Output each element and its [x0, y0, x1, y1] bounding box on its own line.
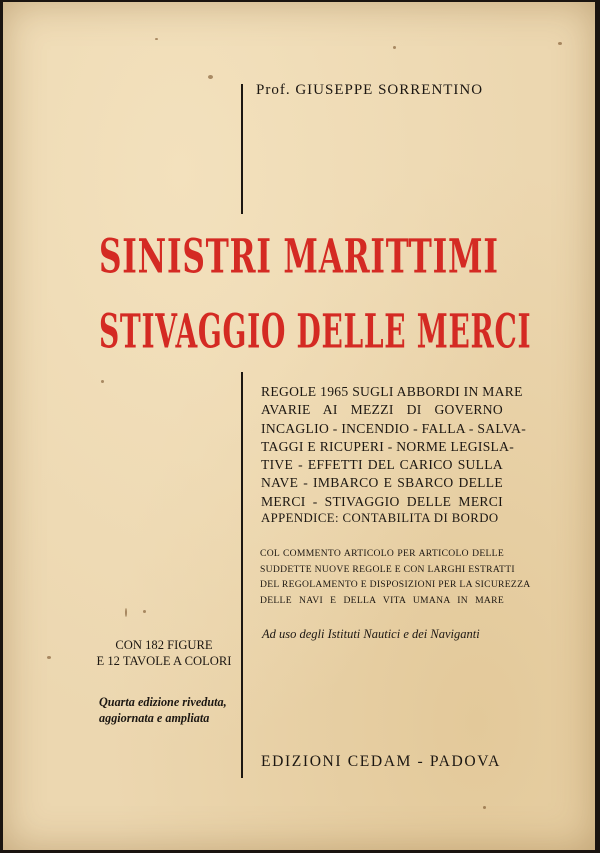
- description-line: NAVE - IMBARCO E SBARCO DELLE: [261, 475, 503, 491]
- paper-stain: [558, 42, 562, 45]
- paper-stain: [393, 46, 396, 49]
- paper-stain: [155, 38, 158, 40]
- comment-line: COL COMMENTO ARTICOLO PER ARTICOLO DELLE: [260, 548, 504, 559]
- paper-stain: [143, 610, 146, 613]
- figures-line-2: E 12 TAVOLE A COLORI: [96, 654, 232, 668]
- description-line: MERCI - STIVAGGIO DELLE MERCI: [261, 493, 503, 509]
- vertical-rule-bottom: [241, 372, 243, 778]
- paper-stain: [47, 656, 51, 659]
- description-line: TIVE - EFFETTI DEL CARICO SULLA: [261, 457, 503, 473]
- edition-line-2: aggiornata e ampliata: [99, 711, 210, 725]
- publisher: EDIZIONI CEDAM - PADOVA: [261, 753, 501, 770]
- figures-note: [91, 637, 237, 669]
- commentary-note: [260, 546, 531, 608]
- edition-line-1: Quarta edizione riveduta,: [99, 695, 227, 709]
- title-line-1: SINISTRI MARITTIMI: [99, 229, 499, 285]
- contents-description: [261, 383, 527, 511]
- description-line: TAGGI E RICUPERI - NORME LEGISLA-: [261, 438, 515, 454]
- description-line: INCAGLIO - INCENDIO - FALLA - SALVA-: [261, 420, 527, 436]
- paper-stain: [101, 380, 104, 383]
- description-line: REGOLE 1965 SUGLI ABBORDI IN MARE: [261, 384, 523, 399]
- vertical-rule-top: [241, 84, 243, 214]
- paper-stain: [125, 608, 127, 617]
- paper-stain: [483, 806, 486, 809]
- description-line: AVARIE AI MEZZI DI GOVERNO: [261, 402, 503, 418]
- book-cover: [3, 2, 595, 850]
- figures-line-1: CON 182 FIGURE: [115, 638, 213, 652]
- comment-line: SUDDETTE NUOVE REGOLE E CON LARGHI ESTRATTI: [260, 563, 515, 575]
- paper-stain: [208, 75, 213, 79]
- comment-line: DELLE NAVI E DELLA VITA UMANA IN MARE: [260, 594, 504, 606]
- title-line-2: STIVAGGIO DELLE MERCI: [99, 304, 532, 360]
- edition-note: [99, 694, 227, 726]
- intended-audience: Ad uso degli Istituti Nautici e dei Naviganti: [262, 627, 480, 641]
- appendix: APPENDICE: CONTABILITA DI BORDO: [261, 511, 499, 525]
- author: Prof. GIUSEPPE SORRENTINO: [256, 82, 484, 98]
- comment-line: DEL REGOLAMENTO E DISPOSIZIONI PER LA SICUREZZA: [260, 579, 531, 590]
